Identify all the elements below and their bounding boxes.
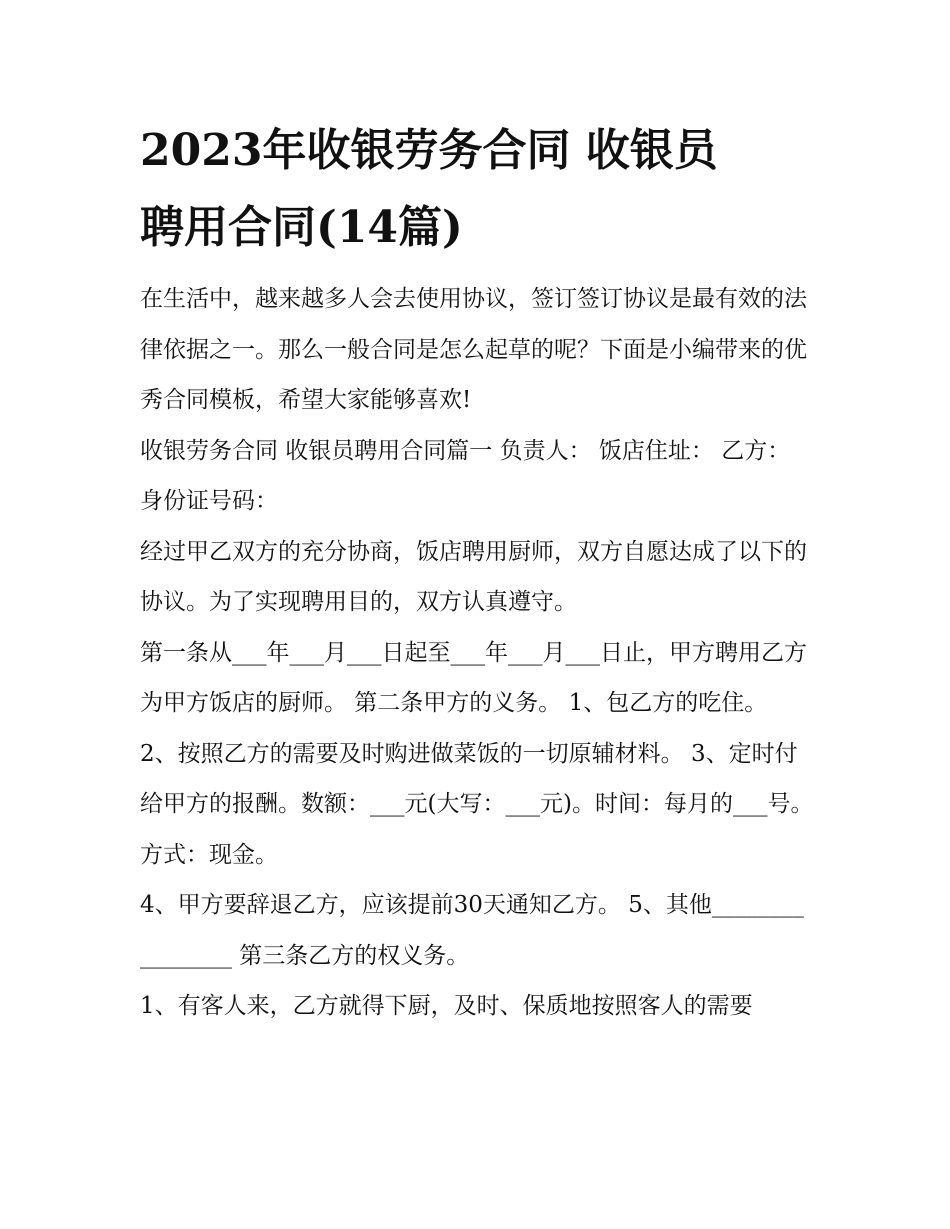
paragraph-contract-header: 收银劳务合同 收银员聘用合同篇一 负责人： 饭店住址： 乙方： 身份证号码： [140, 437, 798, 514]
paragraph-article-one: 第一条从___年___月___日起至___年___月___日止，甲方聘用乙方为甲方饭店的厨师。 第二条甲方的义务。 1、包乙方的吃住。 [140, 639, 807, 716]
document-title: 2023年收银劳务合同 收银员 聘用合同(14篇) [140, 125, 718, 253]
paragraph-rights: 1、有客人来，乙方就得下厨，及时、保质地按照客人的需要 [140, 993, 753, 1019]
paragraph-termination: 4、甲方要辞退乙方，应该提前30天通知乙方。 5、其他________________ 第三条乙方的权义务。 [140, 892, 804, 969]
document-body [140, 274, 815, 1032]
paragraph-obligations: 2、按照乙方的需要及时购进做菜饭的一切原辅材料。 3、定时付给甲方的报酬。数额：___元(大写：___元)。时间：每月的___号。方式：现金。 [140, 740, 814, 868]
paragraph-intro: 在生活中，越来越多人会去使用协议，签订签订协议是最有效的法律依据之一。那么一般合同是怎么起草的呢？下面是小编带来的优秀合同模板，希望大家能够喜欢! [140, 286, 807, 413]
paragraph-agreement: 经过甲乙双方的充分协商，饭店聘用厨师，双方自愿达成了以下的协议。为了实现聘用目的，双方认真遵守。 [140, 538, 807, 615]
